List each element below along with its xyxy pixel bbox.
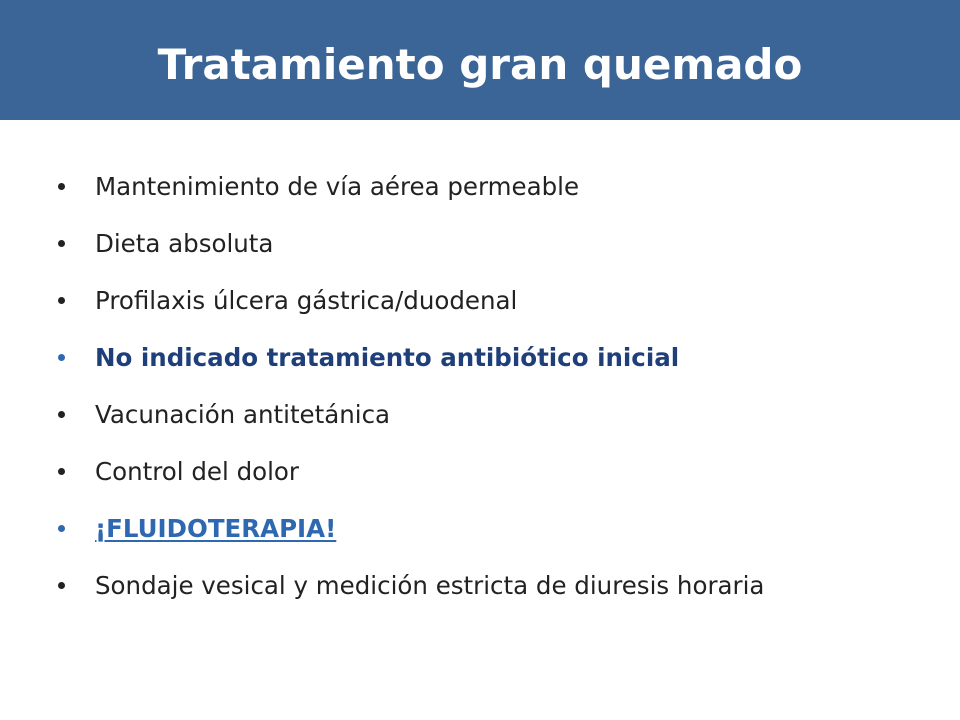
bullet-text: Mantenimiento de vía aérea permeable: [95, 172, 580, 201]
bullet-text: Sondaje vesical y medición estricta de diuresis horaria: [95, 571, 765, 600]
bullet-dot-icon: [58, 240, 65, 247]
bullet-dot-icon: [58, 354, 65, 361]
bullet-dot-icon: [58, 468, 65, 475]
bullet-text: No indicado tratamiento antibiótico inicial: [95, 343, 680, 372]
bullet-dot-icon: [58, 411, 65, 418]
list-item: [58, 458, 918, 485]
list-item: [58, 287, 918, 314]
bullet-dot-icon: [58, 525, 65, 532]
bullet-text: Profilaxis úlcera gástrica/duodenal: [95, 286, 518, 315]
list-item: [58, 173, 918, 200]
list-item-highlighted: [58, 344, 918, 371]
bullet-dot-icon: [58, 297, 65, 304]
bullet-list: [58, 173, 918, 599]
bullet-dot-icon: [58, 582, 65, 589]
bullet-text: Dieta absoluta: [95, 229, 274, 258]
bullet-text: Control del dolor: [95, 457, 299, 486]
title-bar: [0, 0, 960, 120]
bullet-text: Vacunación antitetánica: [95, 400, 391, 429]
bullet-text: ¡FLUIDOTERAPIA!: [95, 514, 337, 543]
list-item: [58, 572, 815, 599]
bullet-dot-icon: [58, 183, 65, 190]
list-item: [58, 230, 918, 257]
list-item-emphasized: [58, 515, 918, 542]
slide-title: Tratamiento gran quemado: [157, 39, 803, 89]
list-item: [58, 401, 918, 428]
